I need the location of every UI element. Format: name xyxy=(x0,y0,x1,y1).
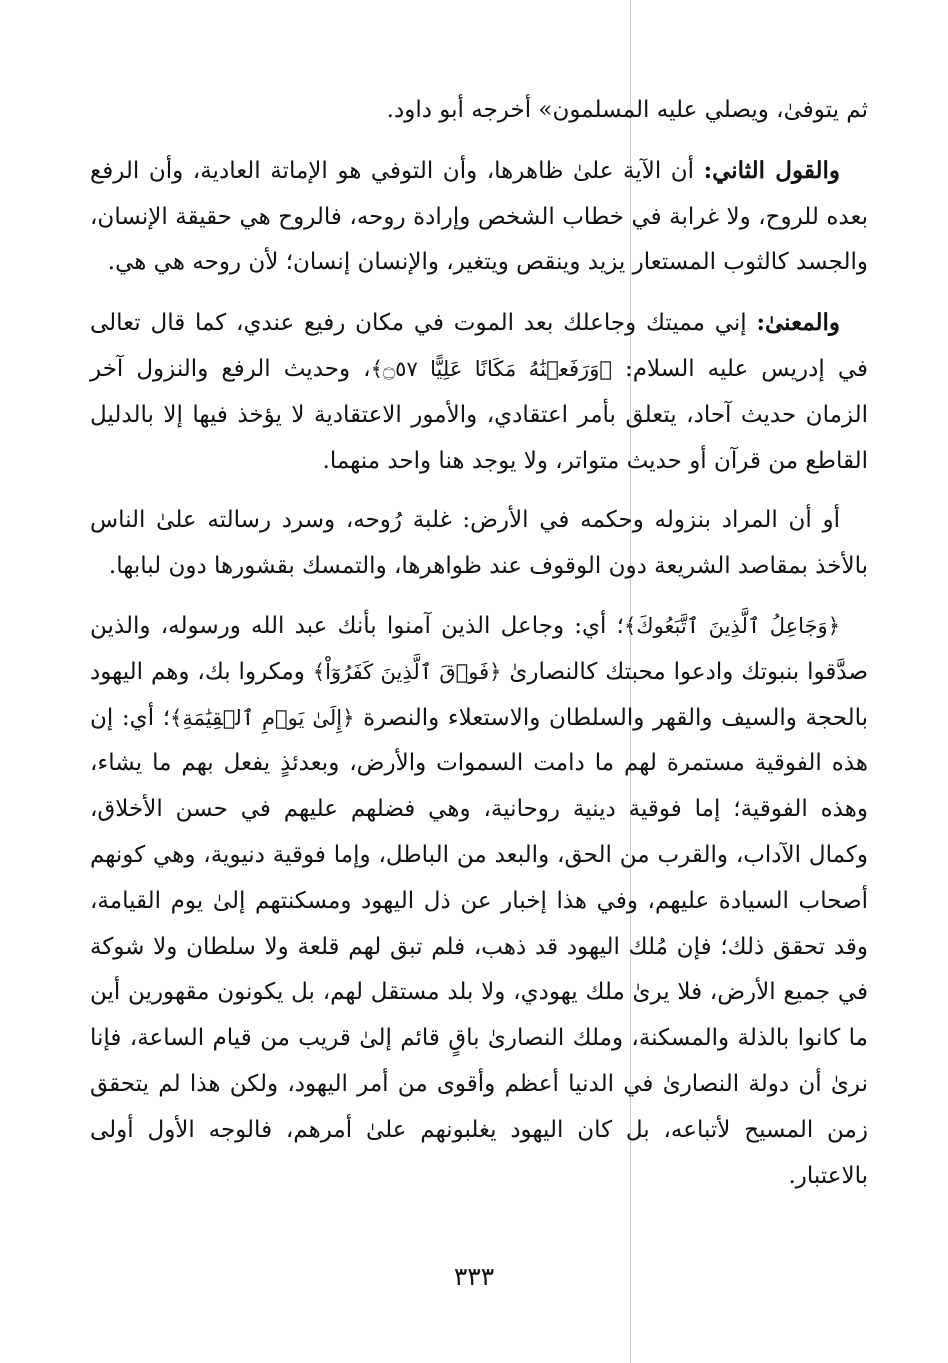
paragraph-3 xyxy=(90,300,868,484)
paragraph-3-text-b: ، وحديث الرفع والنزول آخر الزمان حديث آحاد، يتعلق بأمر اعتقادي، والأمور الاعتقادية لا يؤخذ فيها إلا بالدليل القاطع من قرآن أو حديث متواتر، ولا يوجد هنا واحد منهما. xyxy=(90,355,868,474)
paragraph-4 xyxy=(90,498,868,590)
paragraph-5-text-a: ؛ أي: وجاعل الذين آمنوا بأنك عبد الله ورسوله، والذين صدَّقوا بنبوتك وادعوا محبتك كالنصارىٰ xyxy=(90,612,868,685)
quran-verse-followers: ﴿وَجَاعِلُ ٱلَّذِينَ ٱتَّبَعُوكَ﴾ xyxy=(623,613,841,638)
page-body xyxy=(90,88,868,1213)
paragraph-2-text: أن الآية علىٰ ظاهرها، وأن التوفي هو الإماتة العادية، وأن الرفع بعده للروح، ولا غرابة في خطاب الشخص وإرادة روحه، فالروح هي حقيقة الإنسان، والجسد كالثوب المستعار يزيد وينقص ويتغير، والإنسان إنسان؛ لأن روحه هي هي. xyxy=(90,157,868,276)
paragraph-4-text: أو أن المراد بنزوله وحكمه في الأرض: غلبة رُوحه، وسرد رسالته علىٰ الناس بالأخذ بمقاصد الشريعة دون الوقوف عند ظواهرها، والتمسك بقشورها دون لبابها. xyxy=(90,507,868,580)
paragraph-1 xyxy=(90,88,868,134)
page-number: ٣٣٣ xyxy=(453,1262,495,1291)
paragraph-5-text-b: ومكروا بك، وهم اليهود بالحجة والسيف والقهر والسلطان والاستعلاء والنصرة xyxy=(90,658,868,731)
paragraph-2-lead: والقول الثاني: xyxy=(703,156,841,184)
paragraph-5-text-c: ؛ أي: إن هذه الفوقية مستمرة لهم ما دامت السموات والأرض، وبعدئذٍ يفعل بهم ما يشاء، وهذه الفوقية؛ إما فوقية دينية روحانية، وهي فضلهم عليهم في حسن الأخلاق، وكمال الآداب، والقرب من الحق، والبعد من الباطل، وإما فوقية دنيوية، وهي كونهم أصحاب السيادة عليهم، وفي هذا إخبار عن ذل اليهود ومسكنتهم إلىٰ يوم القيامة، وقد تحقق ذلك؛ فإن مُلك اليهود قد ذهب، فلم تبق لهم قلعة ولا سلطان ولا شوكة في جميع الأرض، فلا يرىٰ ملك يهودي، ولا بلد مستقل لهم، بل يكونون مقهورين أين ما كانوا بالذلة والمسكنة، وملك النصارىٰ باقٍ قائم إلىٰ قريب من قيام الساعة، فإنا نرىٰ أن دولة النصارىٰ في الدنيا أعظم وأقوى من أمر اليهود، ولكن هذا لم يتحقق زمن المسيح لأتباعه، بل كان اليهود يغلبونهم علىٰ أمرهم، فالوجه الأول أولى بالاعتبار. xyxy=(90,704,868,1189)
paragraph-3-text-a: إني مميتك وجاعلك بعد الموت في مكان رفيع عندي، كما قال تعالى في إدريس عليه السلام: xyxy=(90,310,868,382)
paragraph-5 xyxy=(90,604,868,1199)
quran-verse-day-of-resurrection: ﴿إِلَىٰ يَوۡمِ ٱلۡقِيَٰمَةِ﴾ xyxy=(170,705,355,730)
paragraph-1-text: ثم يتوفىٰ، ويصلي عليه المسلمون» أخرجه أبو داود. xyxy=(386,97,868,123)
quran-verse-above-disbelievers: ﴿فَوۡقَ ٱلَّذِينَ كَفَرُوٓاْ﴾ xyxy=(312,659,502,684)
quran-verse-idris: ﴿وَرَفَعۡنَٰهُ مَكَانًا عَلِيًّا ۝٥٧﴾ xyxy=(370,356,612,381)
paragraph-2 xyxy=(90,148,868,286)
paragraph-3-lead: والمعنىٰ: xyxy=(756,309,840,337)
